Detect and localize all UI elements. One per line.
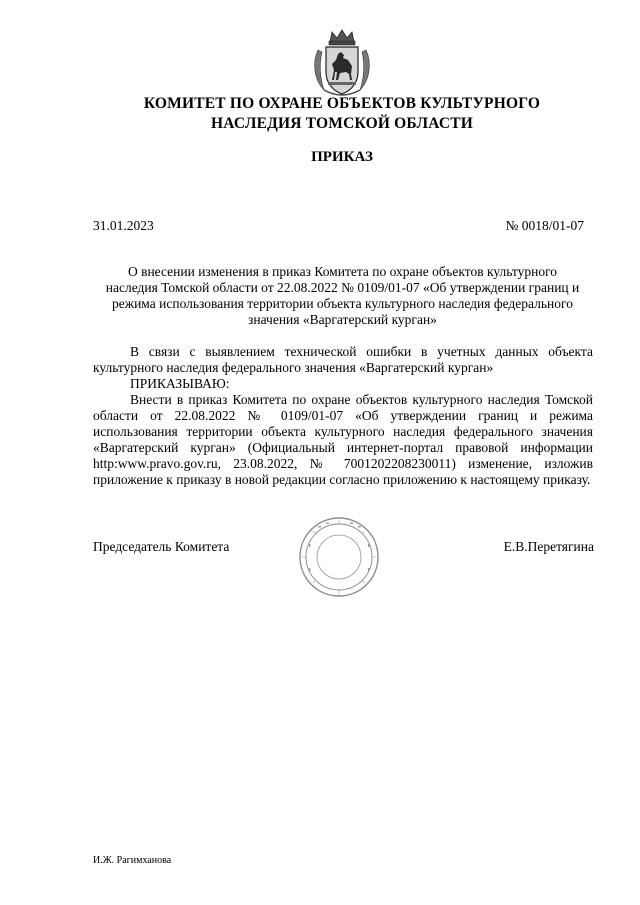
signatory-position: Председатель Комитета	[93, 539, 230, 554]
subject-line: наследия Томской области от 22.08.2022 № 0109/01-07 «Об утверждении границ и	[105, 280, 580, 295]
organization-name-line2: НАСЛЕДИЯ ТОМСКОЙ ОБЛАСТИ	[210, 115, 474, 132]
document-type: ПРИКАЗ	[311, 149, 373, 165]
body-paragraph-reason: В связи с выявлением технической ошибки в учетных данных объекта культурного наследия федерального значения «Варгатерский курган»	[93, 344, 593, 375]
official-stamp-icon	[298, 516, 380, 598]
document-date: 31.01.2023	[93, 218, 154, 233]
organization-name-line1: КОМИТЕТ ПО ОХРАНЕ ОБЪЕКТОВ КУЛЬТУРНОГО	[143, 95, 541, 112]
document-number: № 0018/01-07	[505, 218, 584, 233]
document-body	[93, 344, 593, 488]
subject-line: значения «Варгатерский курган»	[248, 312, 437, 327]
signatory-name: Е.В.Перетягина	[503, 539, 594, 554]
body-paragraph-order: Внести в приказ Комитета по охране объектов культурного наследия Томской области от 22.08.2022 № 0109/01-07 «Об утверждении границ и режима использования территории объекта культурного наследия федерального значения «Варгатерский курган» (Официальный интернет-портал правовой информации http:www.pravo.gov.ru, 23.08.2022, № 7001202208230011) изменение, изложив приложение к приказу в новой редакции согласно приложению к настоящему приказу.	[93, 392, 593, 487]
subject-line: режима использования территории объекта культурного наследия федерального	[112, 296, 573, 311]
subject-line: О внесении изменения в приказ Комитета по охране объектов культурного	[127, 264, 558, 279]
executor-name: И.Ж. Рагимханова	[93, 855, 172, 866]
document-subject	[100, 264, 585, 328]
organization-name	[60, 94, 624, 134]
order-keyword: ПРИКАЗЫВАЮ:	[130, 376, 230, 391]
coat-of-arms-icon	[310, 28, 374, 100]
